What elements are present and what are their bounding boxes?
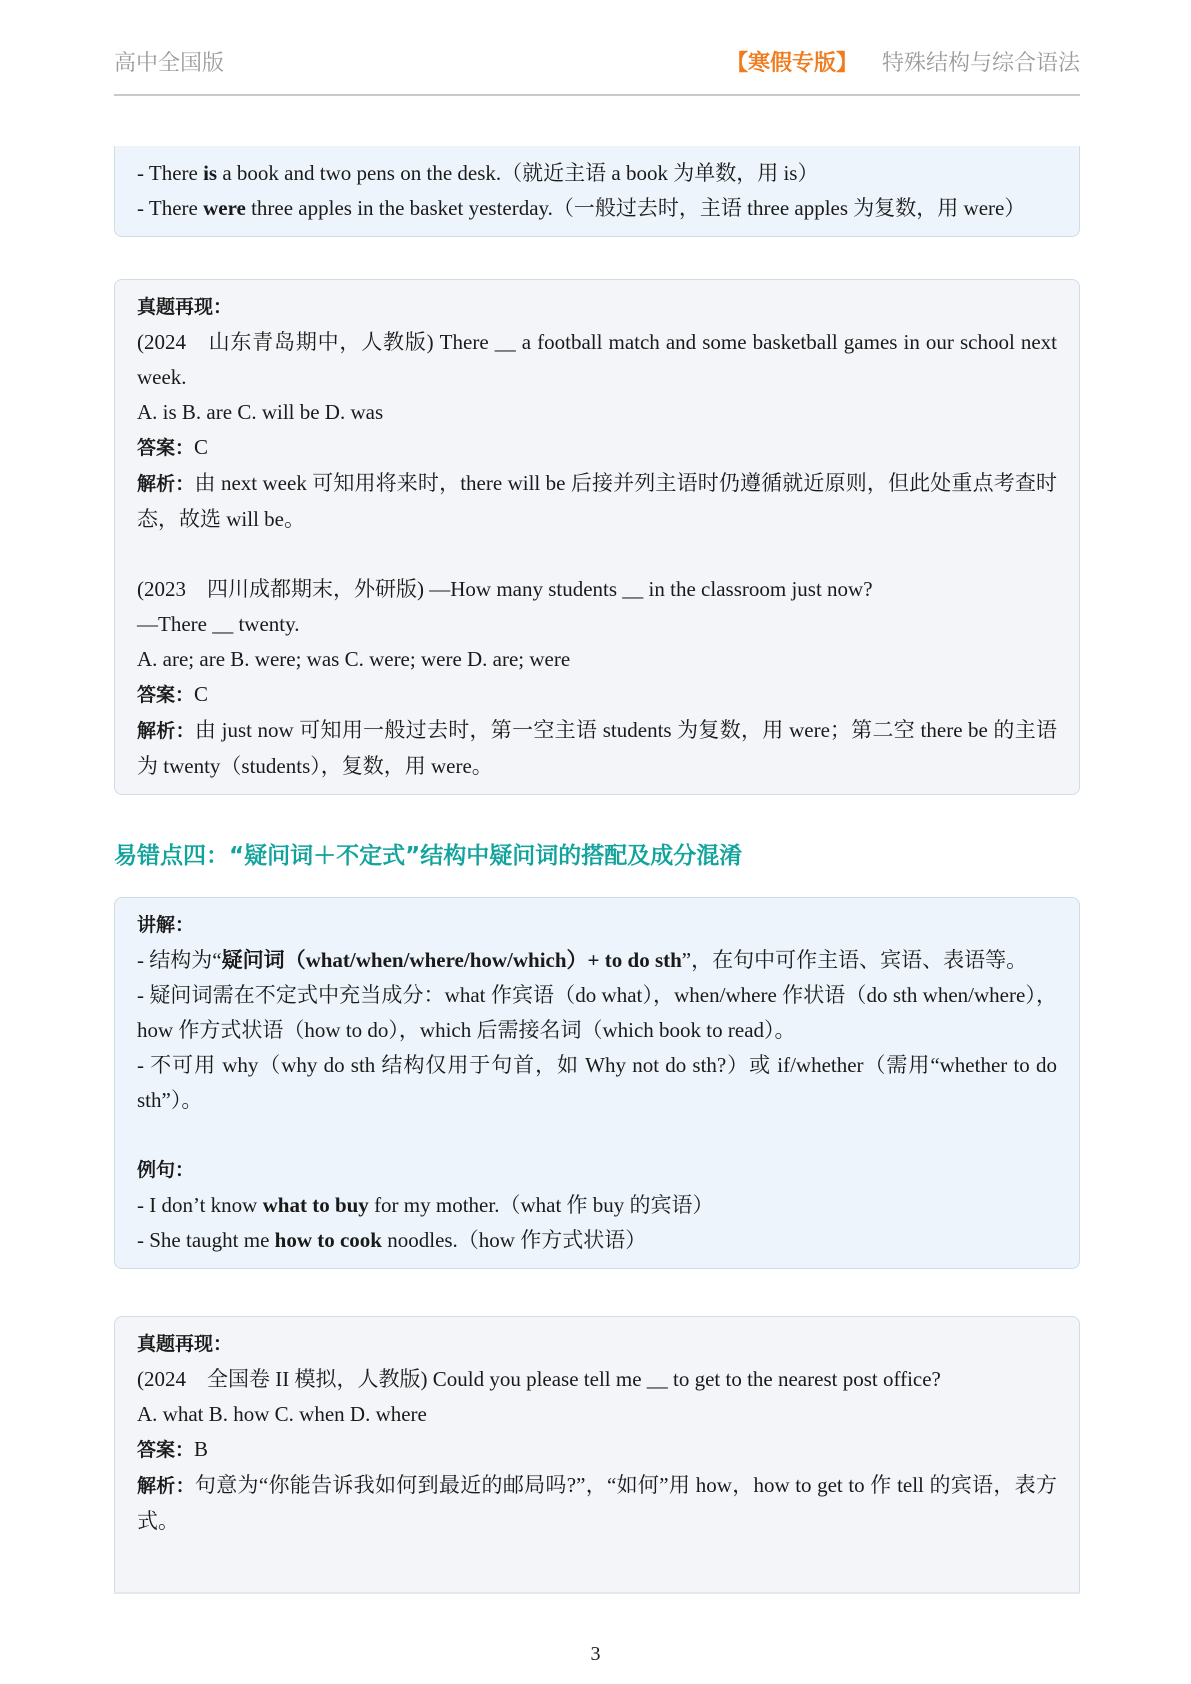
question-2-answer: [137, 677, 1057, 713]
text: - She taught me: [137, 1228, 275, 1252]
bold-text: 疑问词（what/when/where/how/which）+ to do sth: [221, 948, 682, 972]
question-options: A. what B. how C. when D. where: [137, 1402, 427, 1426]
page-header: [114, 42, 1080, 96]
bold-text: were: [203, 196, 246, 220]
example-box: [114, 146, 1080, 237]
text: ”，在句中可作主语、宾语、表语等。: [681, 948, 1028, 972]
text: a book and two pens on the desk.（就近主语 a book 为单数，用 is）: [217, 161, 819, 185]
text: three apples in the basket yesterday.（一般过去时，主语 three apples 为复数，用 were）: [245, 196, 1026, 220]
exam-question-box: [114, 1316, 1080, 1594]
exam-questions-box: [114, 279, 1080, 795]
spacer: [137, 1118, 1057, 1153]
question-2-options: A. are; are B. were; was C. were; were D. are; were: [137, 647, 571, 671]
analysis-text: 由 just now 可知用一般过去时，第一空主语 students 为复数，用 were；第二空 there be 的主语为 twenty（students），复数，用 were。: [137, 718, 1057, 778]
answer-value: C: [194, 682, 209, 706]
header-right: [726, 46, 1080, 77]
page-number: 3: [590, 1643, 601, 1665]
example-line-1: [137, 156, 1057, 191]
question-2-stem-1: (2023 四川成都期末，外研版) —How many students __ in the classroom just now?: [137, 577, 873, 601]
answer-label: 答案：: [137, 1439, 195, 1461]
header-topic: 特殊结构与综合语法: [881, 51, 1080, 76]
question-1-analysis: [137, 466, 1057, 537]
question-stem: (2024 全国卷 II 模拟，人教版) Could you please tell me __ to get to the nearest post office?: [137, 1367, 941, 1391]
question-2-stem-2: —There __ twenty.: [137, 612, 300, 636]
bold-text: is: [203, 161, 218, 185]
analysis-label: 解析：: [137, 1475, 195, 1497]
explanation-line-1: [137, 943, 1057, 978]
header-edition: 【寒假专版】: [725, 50, 858, 76]
text: - 结构为“: [137, 948, 222, 972]
text: noodles.（how 作方式状语）: [381, 1228, 647, 1252]
example-label: 例句：: [137, 1159, 195, 1181]
bold-text: what to buy: [262, 1193, 369, 1217]
question-2-analysis: [137, 713, 1057, 784]
answer-value: B: [194, 1437, 209, 1461]
exam-label: 真题再现：: [137, 296, 233, 318]
question-1-answer: [137, 430, 1057, 466]
question-analysis: [137, 1468, 1057, 1539]
answer-value: C: [194, 435, 209, 459]
bold-text: how to cook: [274, 1228, 382, 1252]
answer-label: 答案：: [137, 437, 195, 459]
explanation-label: 讲解：: [137, 914, 195, 936]
text: - I don’t know: [137, 1193, 263, 1217]
analysis-label: 解析：: [137, 720, 195, 742]
question-1-options: A. is B. are C. will be D. was: [137, 400, 384, 424]
example-sentence-2: [137, 1223, 1057, 1258]
header-left: 高中全国版: [114, 51, 225, 76]
spacer: [137, 537, 1057, 572]
section-title: 易错点四：“疑问词＋不定式”结构中疑问词的搭配及成分混淆: [114, 843, 743, 869]
explanation-line-3: - 不可用 why（why do sth 结构仅用于句首，如 Why not do sth?）或 if/whether（需用“whether to do sth”）。: [137, 1053, 1057, 1112]
explanation-box: [114, 897, 1080, 1269]
question-answer: [137, 1432, 1057, 1468]
question-1-stem: (2024 山东青岛期中，人教版) There __ a football match and some basketball games in our school next week.: [137, 330, 1057, 389]
analysis-label: 解析：: [137, 473, 195, 495]
exam-label: 真题再现：: [137, 1333, 233, 1355]
answer-label: 答案：: [137, 684, 195, 706]
text: for my mother.（what 作 buy 的宾语）: [368, 1193, 714, 1217]
box-bottom-edge: [114, 1592, 1080, 1594]
example-sentence-1: [137, 1188, 1057, 1223]
explanation-line-2: - 疑问词需在不定式中充当成分：what 作宾语（do what），when/where 作状语（do sth when/where），how 作方式状语（how to do），which 后需接名词（which book to read）。: [137, 983, 1057, 1042]
text: - There: [137, 161, 204, 185]
text: - There: [137, 196, 204, 220]
analysis-text: 句意为“你能告诉我如何到最近的邮局吗?”，“如何”用 how，how to get to 作 tell 的宾语，表方式。: [137, 1473, 1057, 1533]
example-line-2: [137, 191, 1057, 226]
analysis-text: 由 next week 可知用将来时，there will be 后接并列主语时仍遵循就近原则，但此处重点考查时态，故选 will be。: [137, 471, 1057, 531]
